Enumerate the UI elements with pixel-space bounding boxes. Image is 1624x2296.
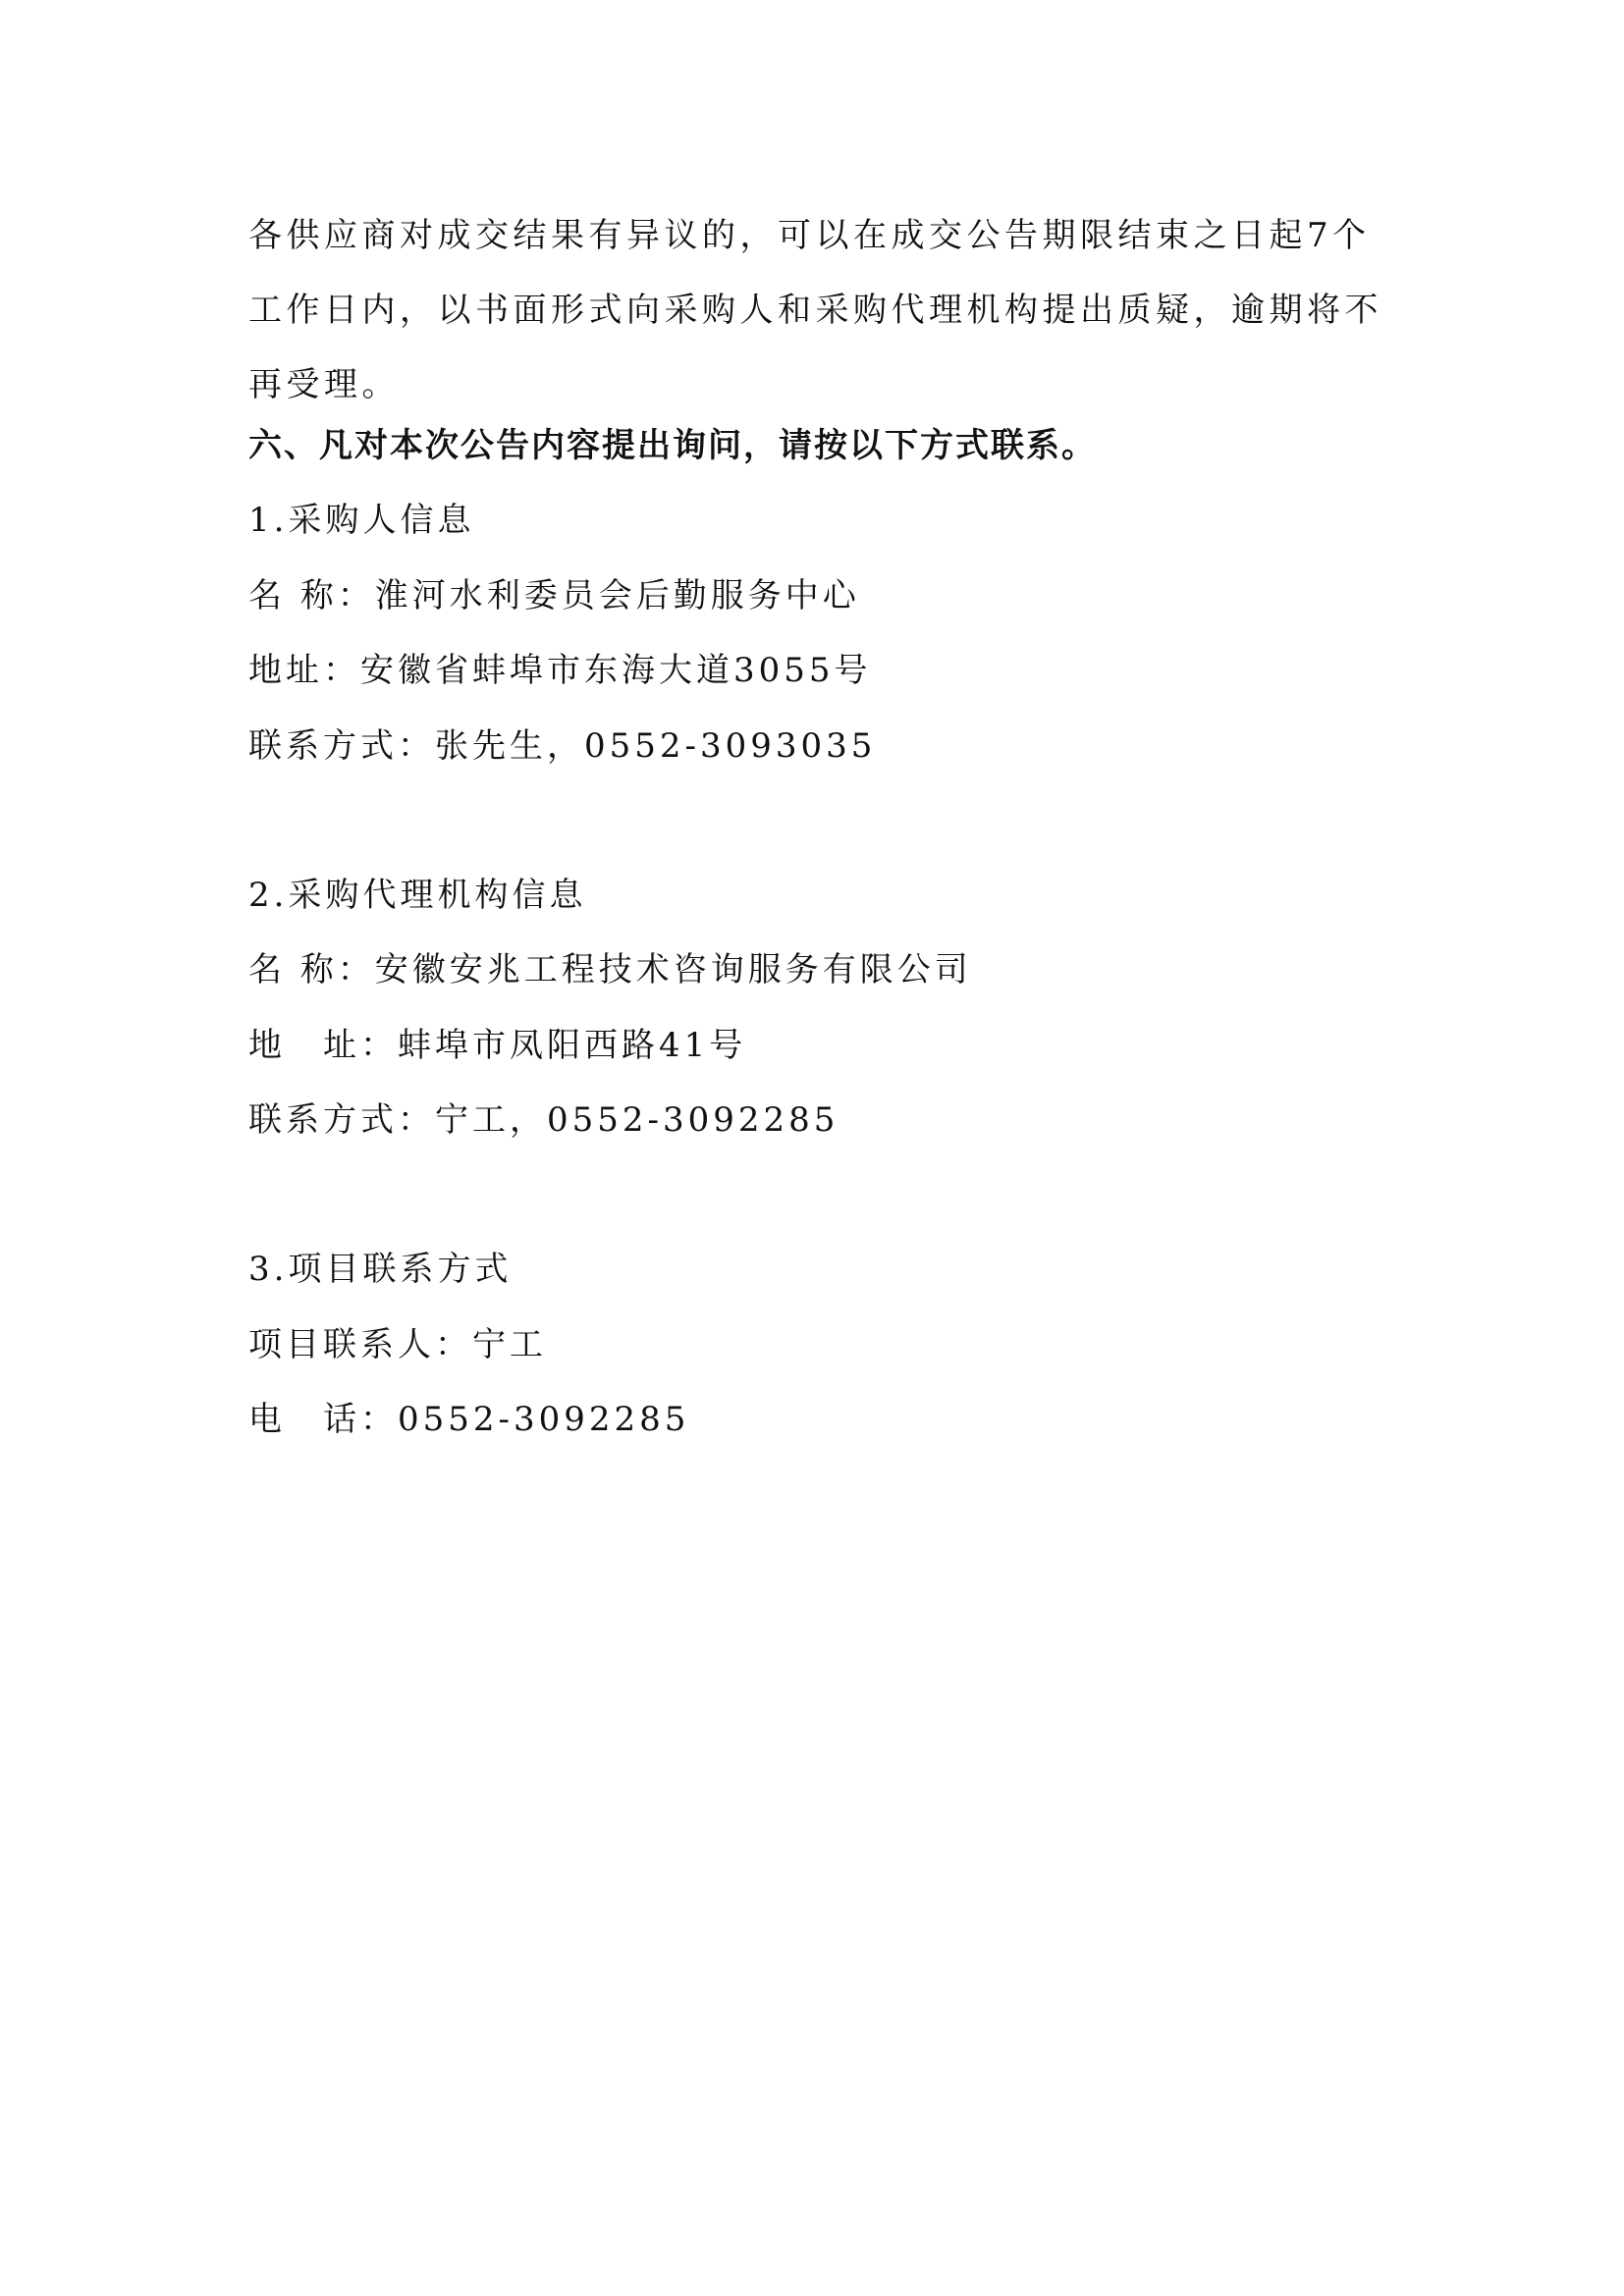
agency-address: 地 址：蚌埠市凤阳西路41号	[248, 1026, 747, 1065]
agency-heading: 2.采购代理机构信息	[248, 876, 587, 915]
purchaser-address: 地址：安徽省蚌埠市东海大道3055号	[248, 651, 872, 690]
objection-paragraph: 各供应商对成交结果有异议的，可以在成交公告期限结束之日起7个工作日内，以书面形式向采购人和采购代理机构提出质疑，逾期将不再受理。	[248, 216, 1382, 404]
purchaser-heading: 1.采购人信息	[248, 501, 475, 540]
project-heading: 3.项目联系方式	[248, 1250, 513, 1289]
agency-contact: 联系方式：宁工，0552-3092285	[248, 1100, 839, 1140]
section-six-heading: 六、凡对本次公告内容提出询问，请按以下方式联系。	[248, 426, 1097, 465]
agency-name: 名 称：安徽安兆工程技术咨询服务有限公司	[248, 950, 972, 989]
purchaser-name: 名 称：淮河水利委员会后勤服务中心	[248, 576, 860, 615]
project-contact-person: 项目联系人：宁工	[248, 1325, 547, 1364]
purchaser-contact: 联系方式：张先生，0552-3093035	[248, 726, 877, 766]
project-phone: 电 话：0552-3092285	[248, 1400, 690, 1439]
